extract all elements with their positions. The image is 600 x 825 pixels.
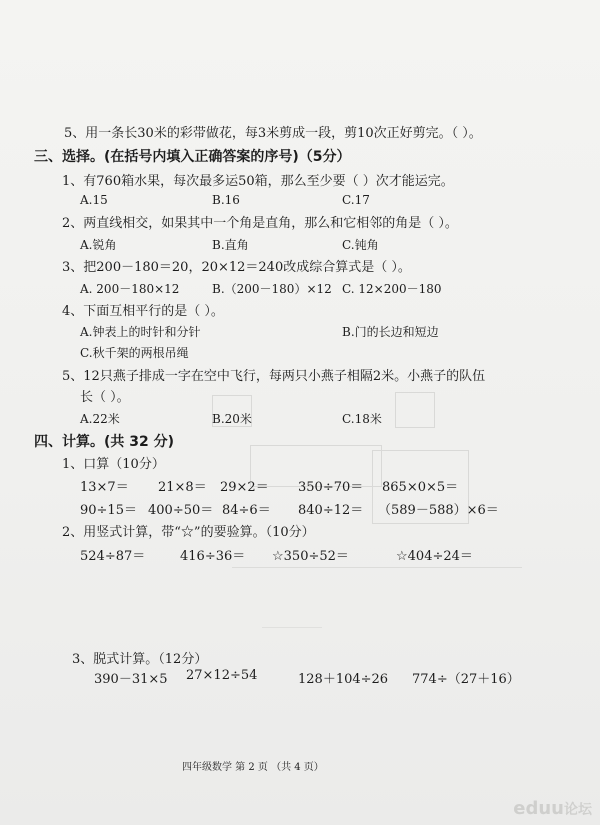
q1-option-a: A.15 (80, 193, 108, 207)
q4-option-c: C.秋千架的两根吊绳 (80, 346, 189, 360)
vertical-item: 416÷36＝ (180, 549, 246, 564)
stepwise-calc-title: 3、脱式计算。（12分） (72, 652, 208, 667)
oral-item: 21×8＝ (158, 480, 207, 495)
q3-option-c: C. 12×200－180 (342, 282, 442, 296)
oral-item: 400÷50＝ (148, 503, 214, 518)
q2-option-b: B.直角 (212, 238, 249, 252)
stepwise-item: 390－31×5 (94, 672, 168, 687)
bleed-through-line (232, 567, 522, 568)
choice-question-3: 3、把200－180＝20，20×12＝240改成综合算式是（ ）。 (62, 260, 411, 275)
choice-question-5: 5、12只燕子排成一字在空中飞行，每两只小燕子相隔2米。小燕子的队伍 (62, 369, 486, 384)
stepwise-item: 774÷（27＋16） (412, 672, 520, 687)
choice-question-4: 4、下面互相平行的是（ ）。 (62, 304, 224, 319)
page-footer: 四年级数学 第 2 页 （共 4 页） (182, 762, 324, 773)
q5-option-c: C.18米 (342, 412, 382, 426)
bleed-through-shape (395, 392, 435, 428)
q2-option-c: C.钝角 (342, 238, 379, 252)
oral-item: 84÷6＝ (222, 503, 271, 518)
vertical-item: ☆404÷24＝ (396, 549, 473, 564)
section-4-title: 四、计算。(共 32 分) (34, 434, 175, 450)
q3-option-b: B.（200－180）×12 (212, 282, 332, 296)
vertical-item: ☆350÷52＝ (272, 549, 349, 564)
fill-question-5: 5、用一条长30米的彩带做花，每3米剪成一段，剪10次正好剪完。（ ）。 (64, 126, 482, 141)
choice-question-1: 1、有760箱水果，每次最多运50箱，那么至少要（ ）次才能运完。 (62, 174, 454, 189)
oral-item: 350÷70＝ (298, 480, 364, 495)
stepwise-item: 27×12÷54 (186, 668, 258, 683)
q1-option-c: C.17 (342, 193, 370, 207)
oral-item: 29×2＝ (220, 480, 269, 495)
oral-item: （589－588）×6＝ (378, 503, 499, 518)
q1-option-b: B.16 (212, 193, 240, 207)
oral-calc-title: 1、口算（10分） (62, 457, 165, 472)
section-3-title: 三、选择。(在括号内填入正确答案的序号)（5分） (34, 149, 351, 165)
oral-item: 90÷15＝ (80, 503, 137, 518)
q5-option-b: B.20米 (212, 412, 252, 426)
choice-question-5-cont: 长（ ）。 (80, 390, 130, 405)
q4-option-b: B.门的长边和短边 (342, 325, 439, 339)
bleed-through-line (262, 627, 322, 628)
q3-option-a: A. 200－180×12 (80, 282, 180, 296)
oral-item: 13×7＝ (80, 480, 129, 495)
q5-option-a: A.22米 (80, 412, 120, 426)
stepwise-item: 128＋104÷26 (298, 672, 389, 687)
choice-question-2: 2、两直线相交，如果其中一个角是直角，那么和它相邻的角是（ ）。 (62, 216, 458, 231)
oral-item: 865×0×5＝ (382, 480, 459, 495)
eduu-watermark-logo: eduu论坛 (513, 798, 592, 819)
q4-option-a: A.钟表上的时针和分针 (80, 325, 201, 339)
vertical-item: 524÷87＝ (80, 549, 146, 564)
oral-item: 840÷12＝ (298, 503, 364, 518)
vertical-calc-title: 2、用竖式计算，带“☆”的要验算。（10分） (62, 525, 315, 540)
q2-option-a: A.锐角 (80, 238, 117, 252)
